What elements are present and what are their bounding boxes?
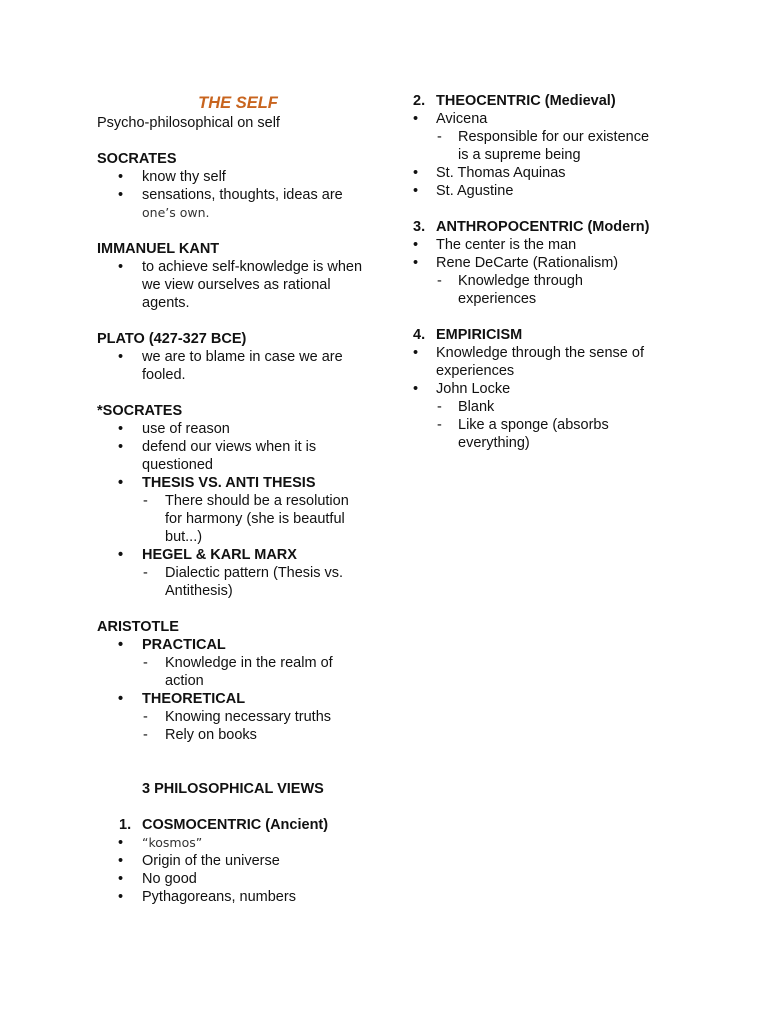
list-item — [97, 186, 387, 222]
empiricism-heading — [413, 326, 683, 344]
sub-item-text: Antithesis) — [165, 583, 233, 599]
sub-item-text: There should be a resolution — [165, 493, 349, 509]
list-item-text: we are to blame in case we are — [142, 349, 343, 365]
sub-item: - Knowing necessary truths — [97, 708, 387, 726]
list-number: 1. — [119, 817, 132, 833]
sub-item — [413, 272, 683, 308]
aristotle-heading: ARISTOTLE — [97, 619, 179, 635]
sub-item-text: Like a sponge (absorbs — [458, 417, 609, 433]
practical-heading: • PRACTICAL — [97, 636, 387, 654]
list-number: 2. — [413, 93, 426, 109]
cosmo-heading-text: COSMOCENTRIC (Ancient) — [142, 817, 329, 833]
hegel-heading: • HEGEL & KARL MARX — [97, 546, 387, 564]
sub-item — [97, 492, 387, 546]
sub-item-text: Responsible for our existence — [458, 129, 650, 145]
sub-item — [413, 416, 683, 452]
list-item — [97, 834, 387, 852]
list-item-text: experiences — [436, 363, 515, 379]
empiricism-heading-text: EMPIRICISM — [436, 327, 523, 343]
right-column — [413, 92, 683, 452]
list-item: • The center is the man — [413, 236, 683, 254]
thesis-heading: • THESIS VS. ANTI THESIS — [97, 474, 387, 492]
page-title: THE SELF — [198, 94, 278, 112]
anthro-heading — [413, 218, 683, 236]
sub-item-text: but...) — [165, 529, 203, 545]
theo-heading — [413, 92, 683, 110]
sub-item-text: Knowledge in the realm of — [165, 655, 333, 671]
list-item-text: to achieve self-knowledge is when — [142, 259, 363, 275]
list-number: 4. — [413, 327, 426, 343]
list-item — [97, 348, 387, 384]
sub-item-text: Knowledge through — [458, 273, 583, 289]
list-item-text: one’s own. — [142, 205, 210, 220]
socrates-star-heading: *SOCRATES — [97, 403, 183, 419]
list-item — [97, 258, 387, 312]
list-item-text: we view ourselves as rational — [142, 277, 331, 293]
views-heading: 3 PHILOSOPHICAL VIEWS — [142, 781, 324, 797]
list-item-text: fooled. — [142, 367, 186, 383]
sub-item: - Blank — [413, 398, 683, 416]
left-column — [97, 92, 387, 906]
list-number: 3. — [413, 219, 426, 235]
list-item: • know thy self — [97, 168, 387, 186]
sub-item — [97, 564, 387, 600]
list-item-text: defend our views when it is — [142, 439, 317, 455]
list-item: • use of reason — [97, 420, 387, 438]
theo-heading-text: THEOCENTRIC (Medieval) — [436, 93, 616, 109]
list-item: • Pythagoreans, numbers — [97, 888, 387, 906]
list-item: • St. Agustine — [413, 182, 683, 200]
list-item-text: sensations, thoughts, ideas are — [142, 187, 343, 203]
socrates-heading: SOCRATES — [97, 151, 177, 167]
sub-item: - Rely on books — [97, 726, 387, 744]
sub-item-text: Dialectic pattern (Thesis vs. — [165, 565, 344, 581]
list-item: • St. Thomas Aquinas — [413, 164, 683, 182]
sub-item — [413, 128, 683, 164]
list-item: • Avicena — [413, 110, 683, 128]
list-item-text: Knowledge through the sense of — [436, 345, 644, 361]
sub-item-text: experiences — [458, 291, 537, 307]
anthro-heading-text: ANTHROPOCENTRIC (Modern) — [436, 219, 650, 235]
theoretical-heading: • THEORETICAL — [97, 690, 387, 708]
sub-item-text: everything) — [458, 435, 530, 451]
list-item: • Rene DeCarte (Rationalism) — [413, 254, 683, 272]
list-item: • John Locke — [413, 380, 683, 398]
kant-heading: IMMANUEL KANT — [97, 241, 220, 257]
sub-item-text: is a supreme being — [458, 147, 581, 163]
plato-heading: PLATO (427-327 BCE) — [97, 331, 247, 347]
sub-item-text: action — [165, 673, 204, 689]
list-item: • Origin of the universe — [97, 852, 387, 870]
list-item-text: questioned — [142, 457, 213, 473]
sub-item — [97, 654, 387, 690]
cosmo-heading — [97, 816, 387, 834]
list-item: • No good — [97, 870, 387, 888]
list-item — [97, 438, 387, 474]
list-item-text: agents. — [142, 295, 190, 311]
page-subtitle: Psycho-philosophical on self — [97, 115, 280, 131]
sub-item-text: for harmony (she is beautful — [165, 511, 345, 527]
list-item — [413, 344, 683, 380]
list-item-text: “kosmos” — [142, 835, 203, 850]
